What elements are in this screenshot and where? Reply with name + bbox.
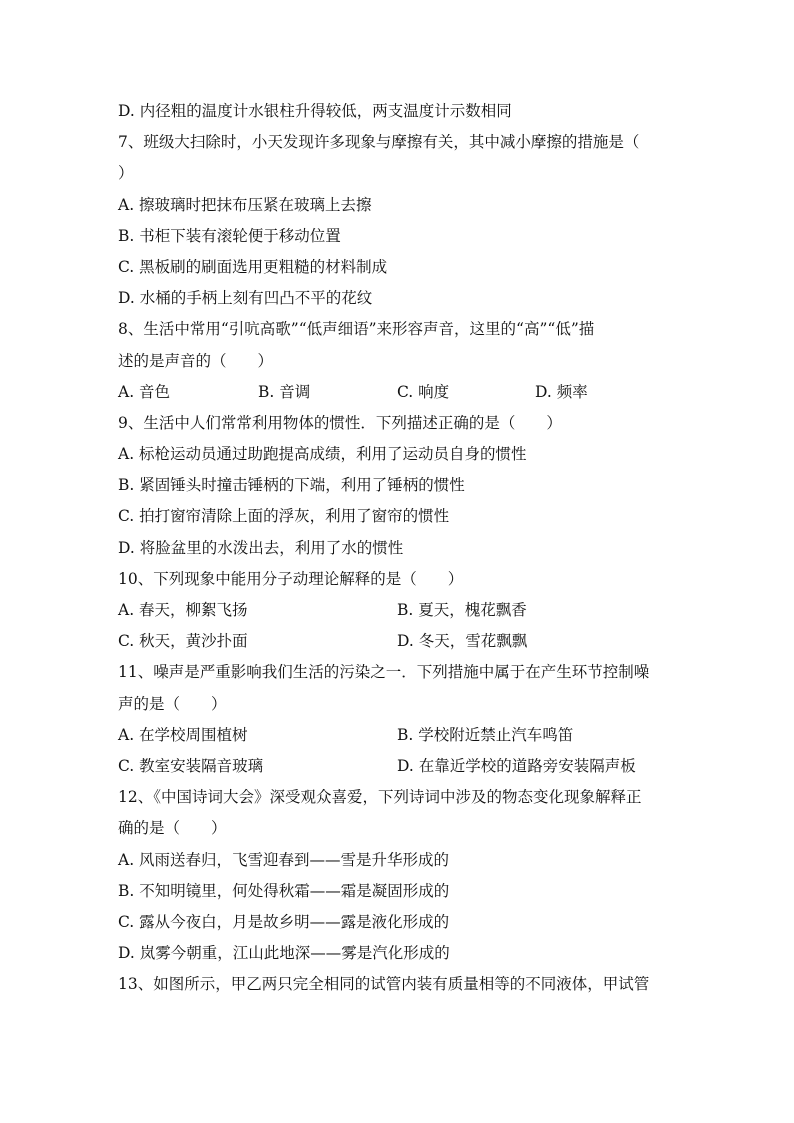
q9-option-d: D. 将脸盆里的水泼出去，利用了水的惯性 xyxy=(118,538,404,557)
q10-option-a: A. 春天，柳絮飞扬 xyxy=(118,601,248,619)
q9-stem: 9、生活中人们常常利用物体的惯性．下列描述正确的是（ ） xyxy=(118,413,562,432)
q6-option-d: D. 内径粗的温度计水银柱升得较低，两支温度计示数相同 xyxy=(118,102,512,120)
q8-option-a: A. 音色 xyxy=(118,382,171,401)
q9-option-b: B. 紧固锤头时撞击锤柄的下端，利用了锤柄的惯性 xyxy=(118,476,465,495)
q11-option-c: C. 教室安装隔音玻璃 xyxy=(118,756,264,775)
q11-option-b: B. 学校附近禁止汽车鸣笛 xyxy=(397,725,574,744)
q12-option-c: C. 露从今夜白，月是故乡明——露是液化形成的 xyxy=(118,912,450,931)
q8-option-b: B. 音调 xyxy=(258,382,311,401)
q12-stem: 12、《中国诗词大会》深受观众喜爱，下列诗词中涉及的物态变化现象解释正 xyxy=(118,788,642,807)
q12-option-a: A. 风雨送春归，飞雪迎春到——雪是升华形成的 xyxy=(118,850,450,869)
q11-stem-cont: 声的是（ ） xyxy=(118,694,227,713)
q11-options-row1 xyxy=(118,720,678,751)
q10-options-row2 xyxy=(118,626,678,657)
q12-option-d: D. 岚雾今朝重，江山此地深——雾是汽化形成的 xyxy=(118,944,450,963)
q7-option-d: D. 水桶的手柄上刻有凹凸不平的花纹 xyxy=(118,289,373,308)
q8-option-d: D. 频率 xyxy=(535,382,588,401)
q9-option-a: A. 标枪运动员通过助跑提高成绩，利用了运动员自身的惯性 xyxy=(118,445,527,464)
q11-option-d: D. 在靠近学校的道路旁安装隔声板 xyxy=(397,756,636,775)
q11-option-a: A. 在学校周围植树 xyxy=(118,725,248,744)
q7-stem: 7、班级大扫除时，小天发现许多现象与摩擦有关，其中减小摩擦的措施是（ xyxy=(118,133,640,152)
q8-option-c: C. 响度 xyxy=(397,382,450,401)
q10-options-row1 xyxy=(118,595,678,626)
q8-stem-cont: 述的是声音的（ ） xyxy=(118,351,274,370)
q7-option-b: B. 书柜下装有滚轮便于移动位置 xyxy=(118,226,341,245)
q12-option-b: B. 不知明镜里，何处得秋霜——霜是凝固形成的 xyxy=(118,881,450,900)
q10-option-c: C. 秋天，黄沙扑面 xyxy=(118,632,248,651)
q7-stem-cont: ） xyxy=(118,164,134,183)
q13-stem: 13、如图所示，甲乙两只完全相同的试管内装有质量相等的不同液体，甲试管 xyxy=(118,975,650,994)
q10-option-b: B. 夏天，槐花飘香 xyxy=(397,601,527,619)
q11-stem: 11、噪声是严重影响我们生活的污染之一．下列措施中属于在产生环节控制噪 xyxy=(118,663,650,682)
q10-stem: 10、下列现象中能用分子动理论解释的是（ ） xyxy=(118,569,464,588)
q12-stem-cont: 确的是（ ） xyxy=(118,819,227,838)
q9-option-c: C. 拍打窗帘清除上面的浮灰，利用了窗帘的惯性 xyxy=(118,507,450,526)
q8-options xyxy=(118,377,678,408)
q7-option-a: A. 擦玻璃时把抹布压紧在玻璃上去擦 xyxy=(118,195,372,214)
q8-stem: 8、生活中常用“引吭高歌”“低声细语”来形容声音，这里的“高”“低”描 xyxy=(118,320,595,339)
q7-option-c: C. 黑板刷的刷面选用更粗糙的材料制成 xyxy=(118,257,388,276)
exam-page xyxy=(118,96,678,1000)
q11-options-row2 xyxy=(118,751,678,782)
q10-option-d: D. 冬天，雪花飘飘 xyxy=(397,632,528,651)
